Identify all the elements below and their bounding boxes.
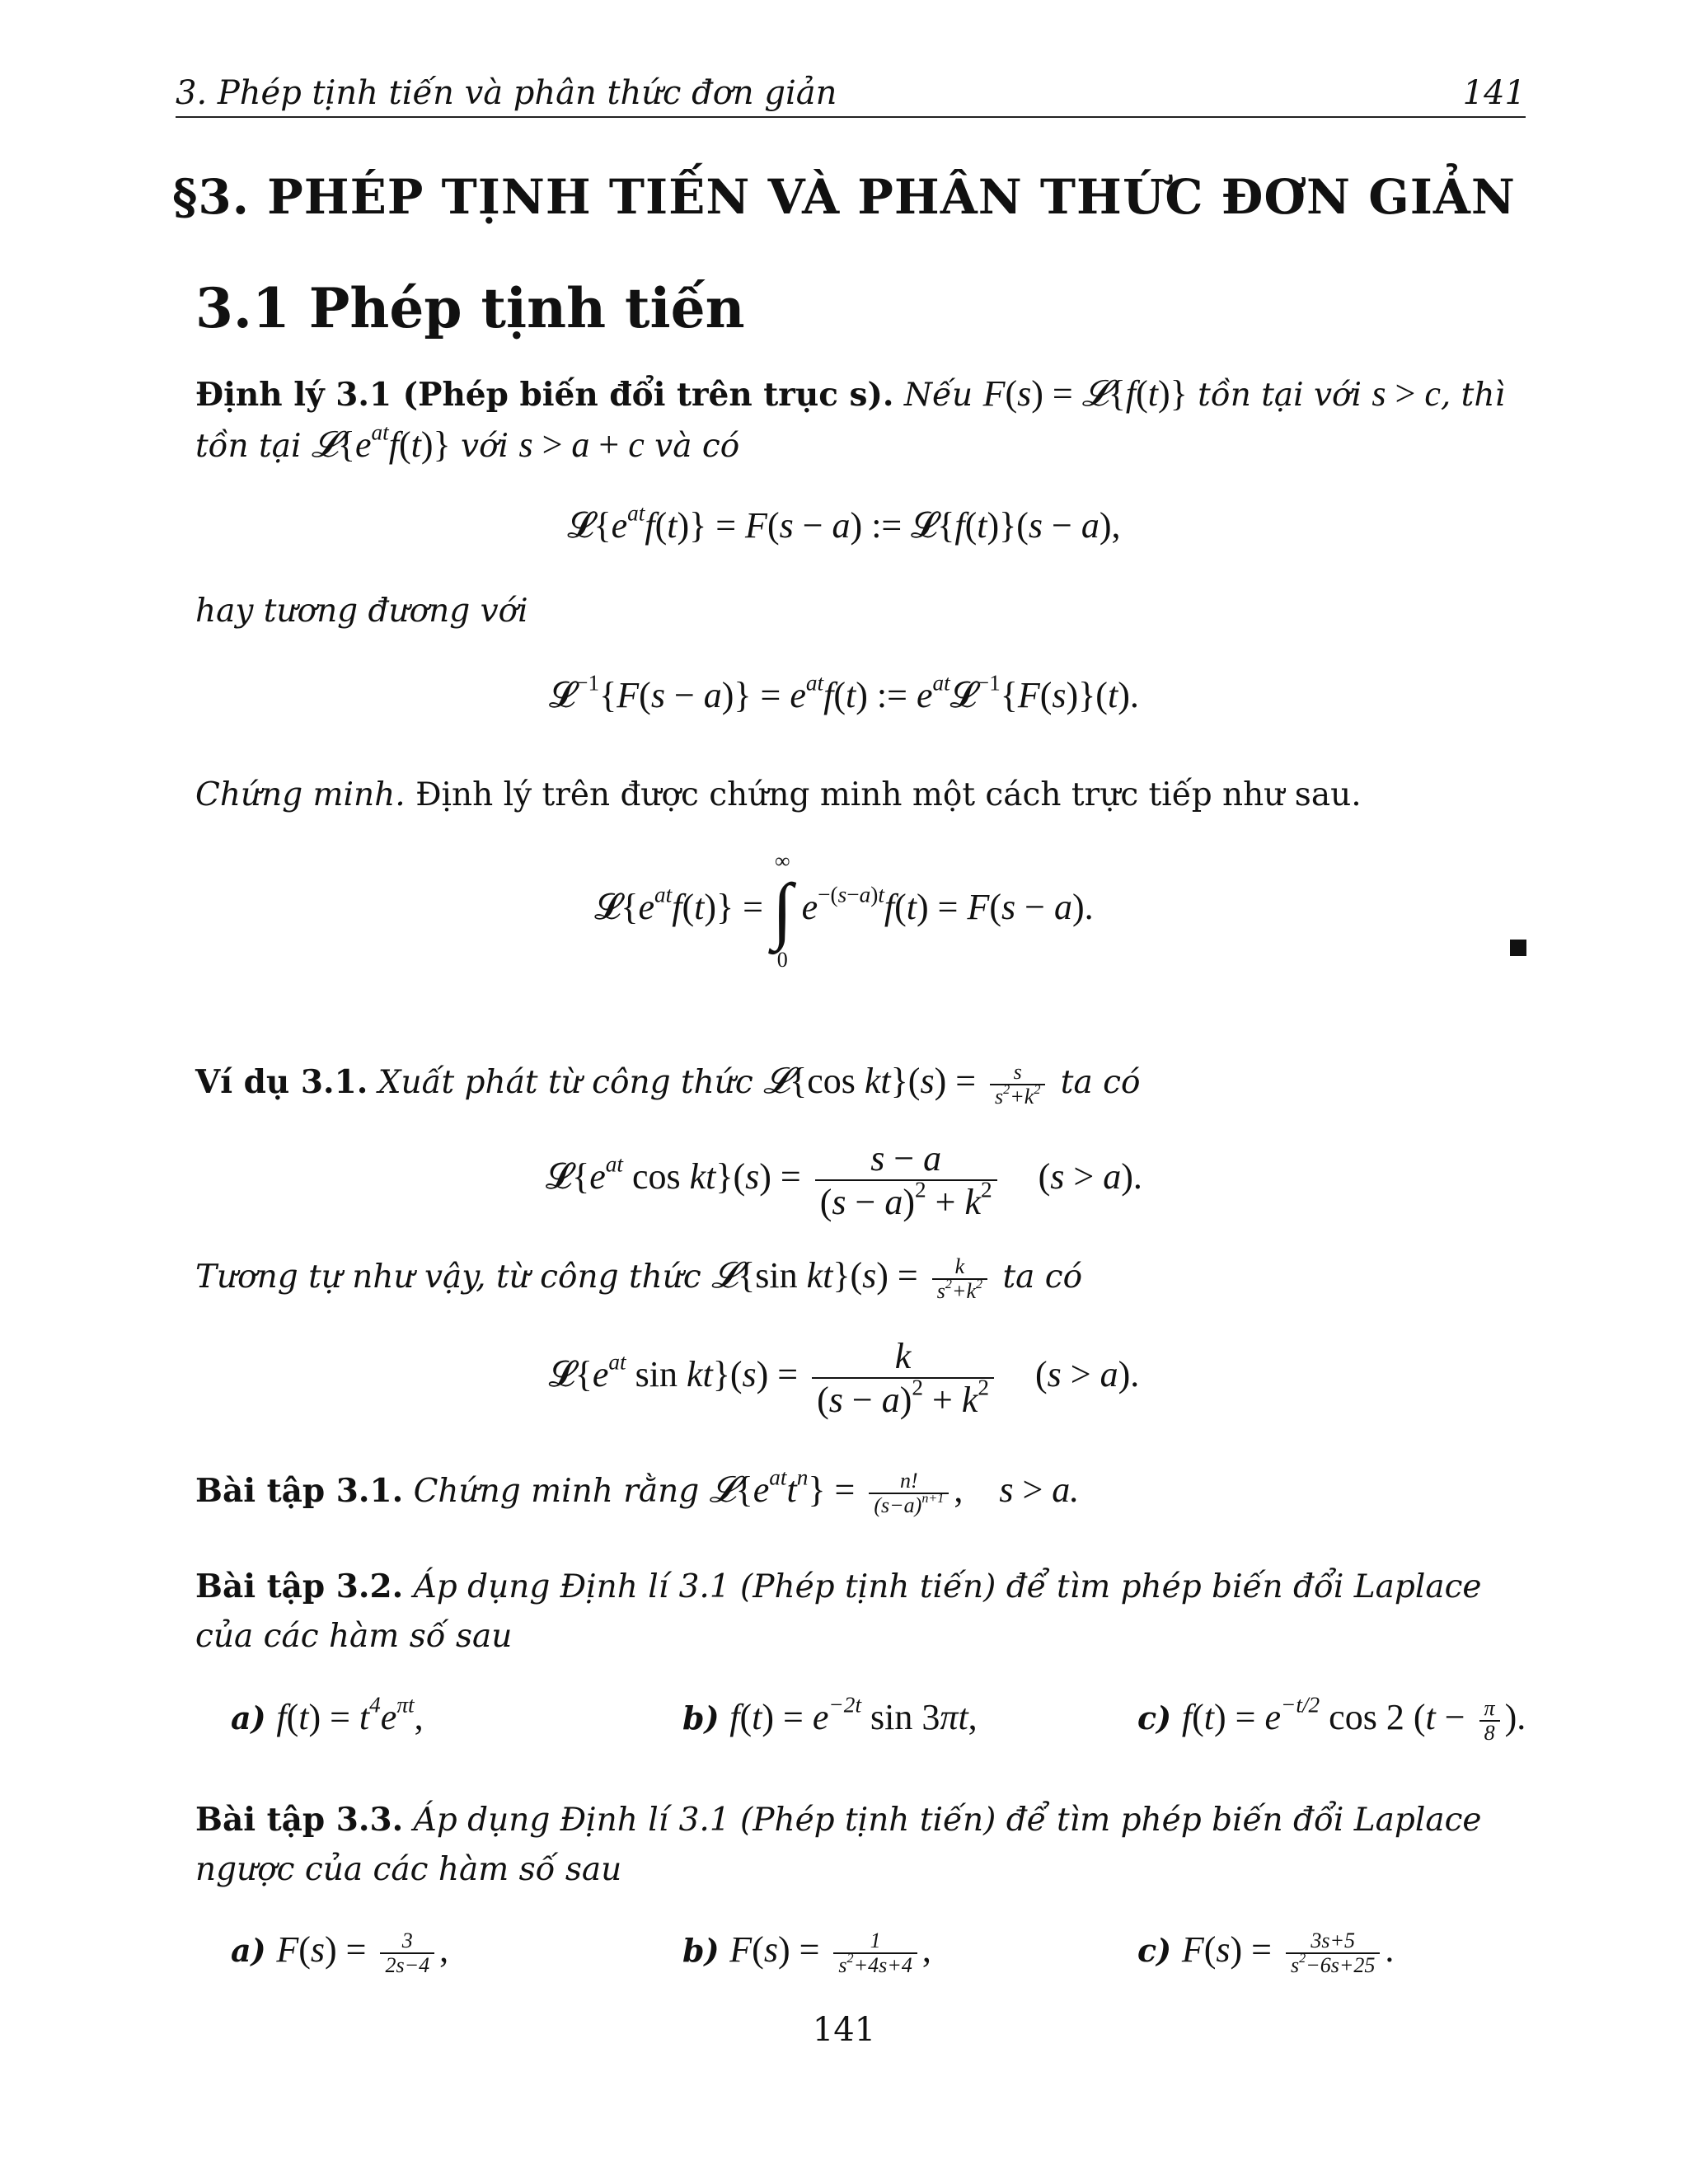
exercise-3-3-label: Bài tập 3.3. (195, 1801, 404, 1839)
section-title: §3. PHÉP TỊNH TIẾN VÀ PHÂN THỨC ĐƠN GIẢN (172, 169, 1516, 225)
exercise-3-3-item-a: a) F(s) = $\frac{3}{2s-4}$ , (231, 1928, 449, 1977)
equation-proof-integral: $𝓛\{e^{at}f(t)\}$ = ∞ ∫ 0 $e^{-(s-a)t}f(t) = F(s - a)$. (594, 849, 1094, 972)
theorem-label: Định lý 3.1 (Phép biến đổi trên trục s). (195, 376, 894, 414)
equation-shifted-sine: $𝓛\{e^{at}$ sin kt}(s) = $\frac{k}{(s - a)^2 + k^2}$ (s > a). (548, 1336, 1140, 1420)
equation-shift-theorem: $𝓛\{e^{at}f(t)\} = F(s - a)$ := 𝓛{f(t)}(s − a), (567, 500, 1121, 546)
exercise-3-1: Bài tập 3.1. Chứng minh rằng $𝓛\{e^{at}t^n\}$ = $\frac{n!}{(s-a)^{n+1}}$ , s > a. (195, 1465, 1080, 1517)
theorem-statement: Định lý 3.1 (Phép biến đổi trên trục s). Nếu F(s) = 𝓛{f(t)} tồn tại với s > c, thì tồn tại $𝓛\{e^{at}f(t)\}$ với s > a + c và có (195, 373, 1505, 465)
header-rule (176, 116, 1526, 118)
equation-shifted-cosine: $𝓛\{e^{at}$ cos kt}(s) = $\frac{s - a}{(s - a)^2 + k^2}$ (s > a). (546, 1138, 1142, 1222)
exercise-3-3: Bài tập 3.3. Áp dụng Định lí 3.1 (Phép tịnh tiến) để tìm phép biến đổi Laplace ngược của các hàm số sau (195, 1801, 1482, 1888)
exercise-3-2-label: Bài tập 3.2. (195, 1568, 404, 1605)
footer-page-number: 141 (812, 2011, 876, 2049)
exercise-3-3-item-b: b) F(s) = $\frac{1}{s^2+4s+4}$ , (682, 1928, 931, 1977)
equivalent-text: hay tương đương với (195, 593, 528, 630)
exercise-3-2-item-b: b) $f(t) = e^{-2t}$ sin 3πt, (682, 1692, 978, 1737)
running-header-title: 3. Phép tịnh tiến và phân thức đơn giản (176, 74, 837, 112)
running-header-page-number: 141 (1462, 74, 1526, 112)
qed-symbol (1510, 940, 1526, 956)
example-label: Ví dụ 3.1. (195, 1063, 368, 1101)
example-similar-text: Tương tự như vậy, từ công thức 𝓛{sin kt}(s) = $\frac{k}{s^2+k^2}$ ta có (195, 1254, 1083, 1303)
example-statement: Ví dụ 3.1. Xuất phát từ công thức 𝓛{cos kt}(s) = $\frac{s}{s^2+k^2}$ ta có (195, 1059, 1141, 1108)
proof-text: Chứng minh. Định lý trên được chứng minh một cách trực tiếp như sau. (195, 776, 1362, 813)
subsection-title: 3.1 Phép tịnh tiến (195, 276, 745, 340)
equation-inverse-shift: 𝓛$^{-1}${F(s − $a)\} = e^{at}f(t)$ := $e^{at}𝓛^{-1}\{F(s)\}(t)$. (549, 670, 1139, 715)
exercise-3-2: Bài tập 3.2. Áp dụng Định lí 3.1 (Phép tịnh tiến) để tìm phép biến đổi Laplace của các hàm số sau (195, 1568, 1482, 1655)
proof-label: Chứng minh. (195, 776, 406, 813)
exercise-3-3-item-c: c) F(s) = $\frac{3s+5}{s^2-6s+25}$ . (1137, 1928, 1395, 1977)
exercise-3-1-label: Bài tập 3.1. (195, 1472, 404, 1510)
exercise-3-2-item-a: a) $f(t) = t^4e^{\pi t}$, (231, 1692, 424, 1737)
exercise-3-2-item-c: c) $f(t) = e^{-t/2}$ cos 2 (t − $\frac{\pi}{8}$ ). (1137, 1692, 1526, 1745)
